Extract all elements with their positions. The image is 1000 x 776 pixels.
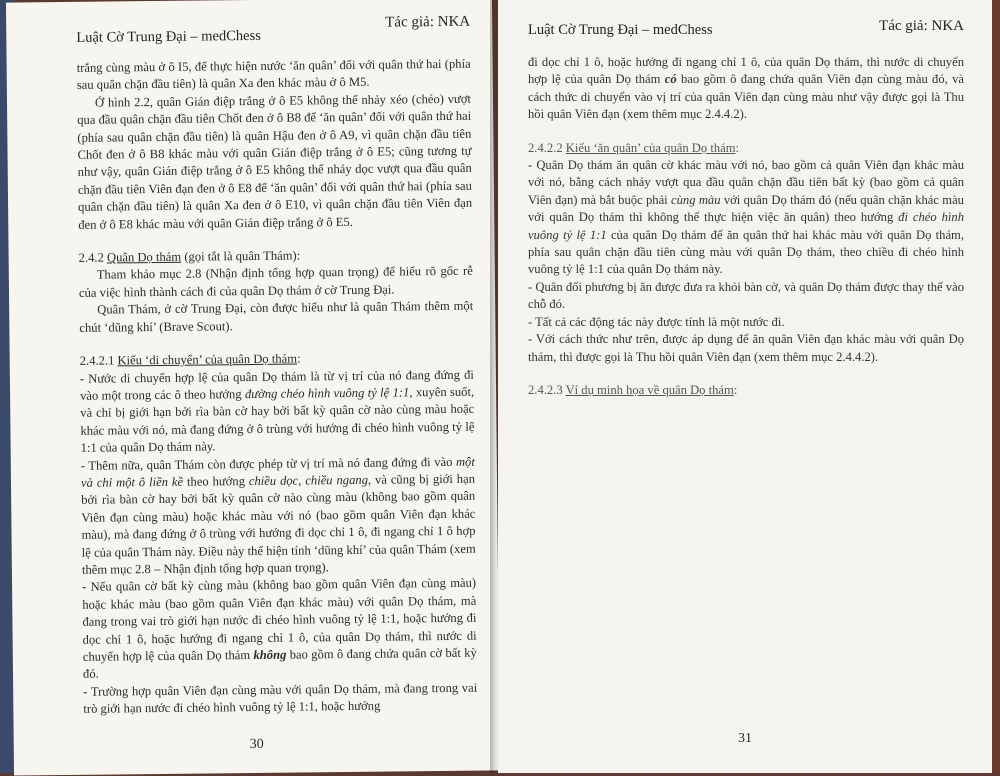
section-number: 2.4.2	[78, 250, 108, 265]
section-heading-2-4-2-2	[528, 140, 964, 157]
paragraph: trắng cùng màu ở ô I5, để thực hiện nước ‘ăn quân’ đối với quân thứ hai (phía sau quân chặn đầu tiên) là quân Xa đen khác màu ở ô M5.	[76, 56, 471, 93]
paragraph	[81, 453, 476, 579]
book-title: Luật Cờ Trung Đại – medChess	[76, 27, 261, 46]
section-number: 2.4.2.3	[528, 382, 566, 397]
text-run: bao gồm ô đang chứa quân cờ bất kỳ đó.	[82, 645, 477, 682]
text-run: , và cũng bị giới hạn bởi rìa bàn cờ hay bởi bất kỳ quân cờ nào cùng màu (không bao gồm quân Viên đạn cùng màu) hoặc khác màu với nó (bao gồm quân Viên đạn khác màu), mà đang đứng ở ô trùng với hướng đi dọc chỉ 1 ô, đi ngang chỉ 1 ô hợp lệ của quân Thám này. Điều này thể hiện tính ‘dũng khí’ của quân Thám (xem thêm mục 2.8 – Nhận định tổng hợp quan trọng).	[81, 471, 476, 577]
italic-run: chiều dọc, chiều ngang	[248, 472, 369, 488]
text-run: với quân Dọ thám đó (nếu quân chặn khác màu với quân Dọ thám thì không thể thực hiện việc ăn quân) theo hướng	[528, 192, 964, 225]
italic-run: đường chéo hình vuông tỷ lệ 1:1	[244, 385, 410, 401]
text-run: bao gồm ô đang chứa quân Viên đạn cùng màu đó, và cách thức di chuyển vào vị trí của quân Viên đạn cùng màu như vậy được gọi là Thu hồi quân Viên đạn (xem thêm mục 2.4.4.2).	[528, 72, 964, 122]
paragraph	[82, 575, 477, 684]
italic-run: đi chéo hình vuông tỷ lệ 1:1	[528, 210, 964, 242]
right-running-head	[528, 10, 964, 54]
paragraph: - Trường hợp quân Viên đạn cùng màu với quân Dọ thám, mà đang trong vai trò giới hạn nước đi chéo hình vuông tỷ lệ 1:1, hoặc hướng	[83, 680, 478, 717]
paragraph: - Tất cả các động tác này được tính là một nước đi.	[528, 314, 785, 329]
paragraph	[528, 157, 964, 279]
page-number: 30	[249, 736, 264, 753]
author-label: Tác giả: NKA	[879, 18, 964, 34]
bold-italic-run: có	[664, 72, 677, 87]
right-page	[498, 0, 992, 773]
section-number: 2.4.2.2	[528, 140, 566, 155]
text-run: , xuyên suốt, và chỉ bị giới hạn bởi rìa bàn cờ hay bởi bất kỳ quân cờ nào cùng màu hoặc khác màu với nó, mà đang đứng ở ô trùng với hướng đi chéo hình vuông tỷ lệ 1:1 của quân Dọ thám này.	[80, 384, 475, 455]
section-colon: :	[733, 382, 738, 397]
left-page	[6, 0, 500, 776]
book-title: Luật Cờ Trung Đại – medChess	[528, 22, 713, 38]
italic-run: một và chỉ một ô liền kề	[80, 454, 475, 490]
paragraph: Quân Thám, ở cờ Trung Đại, còn được hiểu như là quân Thám thêm một chút ‘dũng khí’ (Brave Scout).	[79, 298, 474, 335]
section-title: Quân Dọ thám	[106, 249, 182, 265]
text-run: - Nếu quân cờ bất kỳ cùng màu (không bao gồm quân Viên đạn cùng màu) hoặc khác màu (bao gồm quân Viên đạn khác màu) với quân Dọ thám, mà đang trong vai trò giới hạn nước đi chéo hình vuông tỷ lệ 1:1, hoặc hướng đi dọc chỉ 1 ô, hoặc hướng đi ngang chỉ 1 ô, của quân Dọ thám, thì nước di chuyển hợp lệ của quân Dọ thám	[82, 576, 477, 664]
bold-italic-run: không	[253, 647, 287, 663]
text-run: theo hướng	[182, 473, 249, 489]
section-heading-2-4-2-3	[528, 382, 964, 399]
paragraph: Tham khảo mục 2.8 (Nhận định tổng hợp quan trọng) để hiểu rõ gốc rễ của việc hình thành cách đi của quân Dọ thám ở cờ Trung Đại.	[78, 264, 473, 300]
paragraph	[528, 54, 964, 124]
section-colon: :	[296, 351, 301, 366]
text-run: - Quân Dọ thám ăn quân cờ khác màu với nó, bao gồm cả quân Viên đạn khác màu với nó, bằng cách nhảy vượt qua đầu quân chặn đầu tiên bất kỳ (bao gồm cả quân Viên đạn) mà bắt buộc phải	[528, 158, 964, 207]
left-running-head	[76, 12, 470, 60]
section-title-rest: (gọi tắt là quân Thám):	[181, 248, 301, 264]
section-title: Kiểu ‘di chuyển’ của quân Dọ thám	[117, 351, 298, 368]
author-label: Tác giả: NKA	[385, 13, 471, 31]
paragraph	[80, 366, 475, 457]
section-title: Kiểu ‘ăn quân’ của quân Dọ thám	[565, 140, 736, 155]
section-title: Ví dụ minh họa về quân Dọ thám	[565, 382, 734, 397]
paragraph: - Với cách thức như trên, được áp dụng để ăn quân Viên đạn khác màu với quân Dọ thám, thì được gọi là Thu hồi quân Viên đạn (xem thêm mục 2.4.4.2).	[528, 332, 964, 364]
paragraph: Ở hình 2.2, quân Gián điệp trắng ở ô E5 không thể nhảy xéo (chéo) vượt qua đầu quân chặn đầu tiên Chốt đen ở ô B8 để ‘ăn quân’ đối với quân thứ hai (phía sau quân chặn đầu tiên) là quân Hậu đen ở ô A9, vì quân chặn đầu tiên Chốt đen ở ô B8 khác màu với quân Gián điệp trắng ở ô E5; cũng tương tự như vậy, quân Gián điệp trắng ở ô E5 không thể nhảy dọc vượt qua đầu quân chặn đầu tiên Viên đạn đen ở ô E8 để ‘ăn quân’ đối với quân thứ hai (phía sau quân chặn đầu tiên) là quân Xa đen ở ô E10, vì quân chặn đầu tiên Viên đạn đen ở ô E8 khác màu với quân Gián điệp trắng ở ô E5.	[77, 91, 473, 232]
text-run: đi dọc chỉ 1 ô, hoặc hướng đi ngang chỉ 1 ô, của quân Dọ thám, thì nước di chuyển hợp lệ của quân Dọ thám	[528, 55, 964, 87]
page-number: 31	[738, 731, 752, 746]
text-run: - Nước di chuyển hợp lệ của quân Dọ thám là từ vị trí của nó đang đứng đi vào một trong các ô theo hướng	[79, 367, 474, 403]
section-colon: :	[735, 140, 740, 155]
section-number: 2.4.2.1	[79, 353, 118, 368]
text-run: - Thêm nữa, quân Thám còn được phép từ vị trí mà nó đang đứng đi vào	[80, 454, 456, 473]
paragraph: - Quân đối phương bị ăn được đưa ra khỏi bàn cờ, và quân Dọ thám được thay thế vào chỗ đó.	[528, 279, 964, 312]
italic-run: cùng màu	[671, 192, 721, 207]
text-run: của quân Dọ thám để ăn quân thứ hai khác màu với quân Dọ thám, phía sau quân chặn đầu tiên cùng màu với quân Dọ thám, theo chiều đi chéo hình vuông tỷ lệ 1:1 của quân Dọ thám này.	[528, 227, 964, 277]
